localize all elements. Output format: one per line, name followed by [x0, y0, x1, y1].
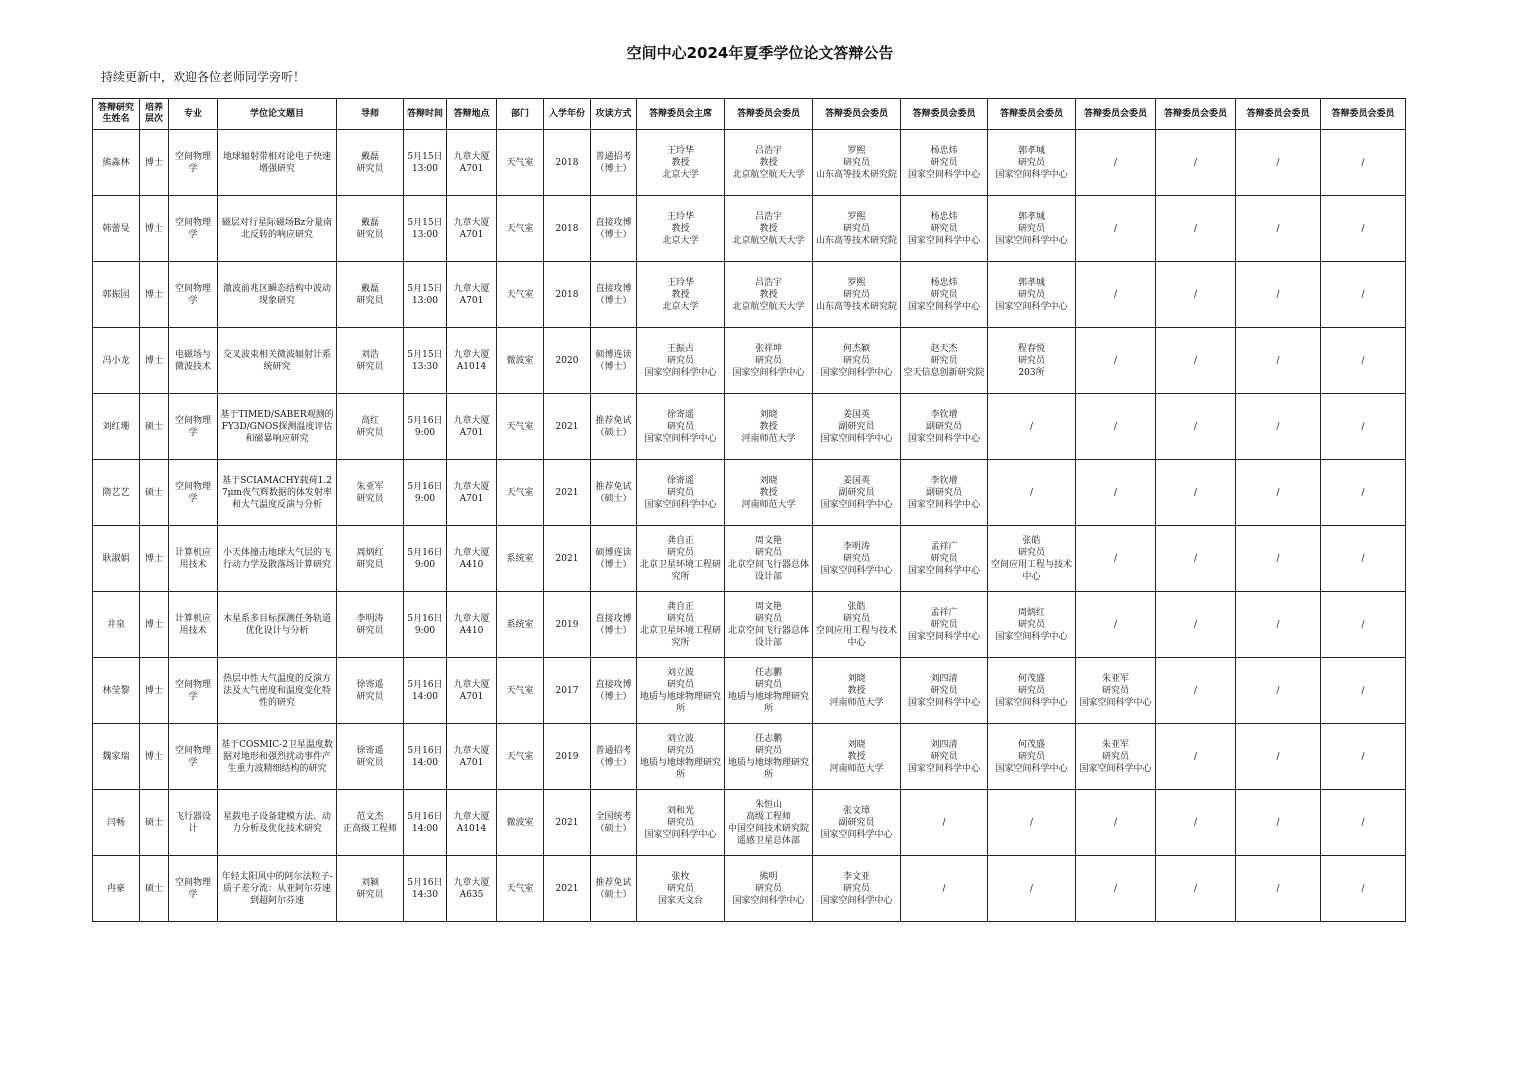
- committee-member-cell: 杨忠炜 研究员 国家空间科学中心: [901, 196, 988, 262]
- department-cell: 天气室: [497, 394, 544, 460]
- level-cell: 博士: [140, 130, 169, 196]
- table-header-row: [93, 99, 1406, 130]
- enrollment-year-cell: 2018: [544, 262, 591, 328]
- department-cell: 系统室: [497, 526, 544, 592]
- committee-member-cell: 郭孝城 研究员 国家空间科学中心: [988, 196, 1076, 262]
- study-mode-cell: 推荐免试 （硕士）: [591, 394, 637, 460]
- committee-chair-cell: 王振占 研究员 国家空间科学中心: [637, 328, 725, 394]
- committee-member-cell: /: [1156, 658, 1236, 724]
- committee-member-cell: 刘晓 教授 河南师范大学: [813, 724, 901, 790]
- committee-chair-cell: 徐寄遥 研究员 国家空间科学中心: [637, 460, 725, 526]
- column-header: 答辩委员会委员: [1236, 99, 1321, 130]
- table-row: [93, 592, 1406, 658]
- defense-location-cell: 九章大厦 A701: [447, 262, 497, 328]
- table-row: [93, 724, 1406, 790]
- committee-member-cell: /: [988, 460, 1076, 526]
- level-cell: 硕士: [140, 460, 169, 526]
- committee-member-cell: 张皓 研究员 空间应用工程与技术中心: [988, 526, 1076, 592]
- committee-member-cell: 孟祥广 研究员 国家空间科学中心: [901, 592, 988, 658]
- committee-member-cell: /: [1156, 262, 1236, 328]
- department-cell: 微波室: [497, 328, 544, 394]
- committee-member-cell: /: [1236, 592, 1321, 658]
- column-header: 答辩委员会委员: [901, 99, 988, 130]
- enrollment-year-cell: 2021: [544, 856, 591, 922]
- committee-member-cell: /: [1236, 328, 1321, 394]
- department-cell: 天气室: [497, 262, 544, 328]
- enrollment-year-cell: 2021: [544, 526, 591, 592]
- committee-member-cell: /: [1076, 790, 1156, 856]
- committee-member-cell: /: [1076, 856, 1156, 922]
- committee-chair-cell: 刘立波 研究员 地质与地球物理研究所: [637, 724, 725, 790]
- column-header: 攻读方式: [591, 99, 637, 130]
- defense-location-cell: 九章大厦 A701: [447, 196, 497, 262]
- column-header: 培养层次: [140, 99, 169, 130]
- study-mode-cell: 直接攻博 （博士）: [591, 592, 637, 658]
- defense-location-cell: 九章大厦 A635: [447, 856, 497, 922]
- committee-member-cell: /: [1236, 262, 1321, 328]
- department-cell: 天气室: [497, 658, 544, 724]
- table-row: [93, 658, 1406, 724]
- level-cell: 博士: [140, 658, 169, 724]
- advisor-cell: 朱亚军 研究员: [337, 460, 404, 526]
- enrollment-year-cell: 2019: [544, 592, 591, 658]
- enrollment-year-cell: 2020: [544, 328, 591, 394]
- student-name-cell: 井泉: [93, 592, 140, 658]
- defense-time-cell: 5月16日 14:00: [404, 658, 447, 724]
- committee-member-cell: /: [1321, 790, 1406, 856]
- committee-member-cell: /: [1076, 526, 1156, 592]
- defense-time-cell: 5月16日 9:00: [404, 592, 447, 658]
- student-name-cell: 韩蕾旻: [93, 196, 140, 262]
- committee-chair-cell: 刘和光 研究员 国家空间科学中心: [637, 790, 725, 856]
- major-cell: 空间物理学: [169, 460, 218, 526]
- committee-member-cell: 何杰颖 研究员 国家空间科学中心: [813, 328, 901, 394]
- column-header: 答辩委员会委员: [1156, 99, 1236, 130]
- major-cell: 空间物理学: [169, 196, 218, 262]
- defense-location-cell: 九章大厦 A1014: [447, 790, 497, 856]
- table-row: [93, 394, 1406, 460]
- committee-member-cell: 张文璋 副研究员 国家空间科学中心: [813, 790, 901, 856]
- level-cell: 硕士: [140, 790, 169, 856]
- committee-member-cell: 刘四清 研究员 国家空间科学中心: [901, 724, 988, 790]
- major-cell: 计算机应用技术: [169, 526, 218, 592]
- advisor-cell: 刘颍 研究员: [337, 856, 404, 922]
- committee-member-cell: 张皓 研究员 空间应用工程与技术中心: [813, 592, 901, 658]
- student-name-cell: 郭振园: [93, 262, 140, 328]
- defense-time-cell: 5月16日 14:30: [404, 856, 447, 922]
- committee-member-cell: /: [1236, 724, 1321, 790]
- committee-member-cell: /: [1321, 196, 1406, 262]
- table-row: [93, 526, 1406, 592]
- committee-chair-cell: 王玲华 教授 北京大学: [637, 196, 725, 262]
- study-mode-cell: 直接攻博 （博士）: [591, 658, 637, 724]
- committee-member-cell: /: [1156, 526, 1236, 592]
- committee-member-cell: /: [1321, 130, 1406, 196]
- defense-time-cell: 5月15日 13:00: [404, 130, 447, 196]
- student-name-cell: 熊淼林: [93, 130, 140, 196]
- student-name-cell: 隋艺艺: [93, 460, 140, 526]
- column-header: 答辩委员会委员: [1321, 99, 1406, 130]
- committee-member-cell: 郭孝城 研究员 国家空间科学中心: [988, 262, 1076, 328]
- committee-member-cell: /: [901, 790, 988, 856]
- enrollment-year-cell: 2017: [544, 658, 591, 724]
- advisor-cell: 戴磊 研究员: [337, 130, 404, 196]
- committee-chair-cell: 王玲华 教授 北京大学: [637, 262, 725, 328]
- level-cell: 博士: [140, 526, 169, 592]
- committee-member-cell: 何茂盛 研究员 国家空间科学中心: [988, 658, 1076, 724]
- committee-member-cell: 程春悦 研究员 203所: [988, 328, 1076, 394]
- committee-member-cell: 罗熙 研究员 山东高等技术研究院: [813, 262, 901, 328]
- advisor-cell: 李明涛 研究员: [337, 592, 404, 658]
- committee-member-cell: /: [1156, 724, 1236, 790]
- committee-member-cell: /: [1156, 394, 1236, 460]
- table-row: [93, 262, 1406, 328]
- defense-time-cell: 5月16日 9:00: [404, 526, 447, 592]
- committee-member-cell: 吕浩宇 教授 北京航空航天大学: [725, 262, 813, 328]
- enrollment-year-cell: 2021: [544, 790, 591, 856]
- column-header: 答辩委员会委员: [988, 99, 1076, 130]
- committee-member-cell: 任志鹏 研究员 地质与地球物理研究所: [725, 658, 813, 724]
- student-name-cell: 魏家瑞: [93, 724, 140, 790]
- defense-location-cell: 九章大厦 A701: [447, 724, 497, 790]
- committee-member-cell: /: [1156, 460, 1236, 526]
- committee-member-cell: 吕浩宇 教授 北京航空航天大学: [725, 130, 813, 196]
- committee-member-cell: 朱亚军 研究员 国家空间科学中心: [1076, 658, 1156, 724]
- level-cell: 博士: [140, 262, 169, 328]
- committee-member-cell: /: [901, 856, 988, 922]
- defense-location-cell: 九章大厦 A1014: [447, 328, 497, 394]
- defense-location-cell: 九章大厦 A701: [447, 460, 497, 526]
- committee-member-cell: 李钦增 副研究员 国家空间科学中心: [901, 394, 988, 460]
- advisor-cell: 戴磊 研究员: [337, 196, 404, 262]
- committee-member-cell: /: [1321, 328, 1406, 394]
- department-cell: 天气室: [497, 130, 544, 196]
- committee-member-cell: /: [1236, 526, 1321, 592]
- committee-member-cell: 周文艳 研究员 北京空间飞行器总体设计部: [725, 592, 813, 658]
- advisor-cell: 徐寄遥 研究员: [337, 724, 404, 790]
- study-mode-cell: 硕博连读 （博士）: [591, 328, 637, 394]
- committee-member-cell: /: [1076, 460, 1156, 526]
- column-header: 部门: [497, 99, 544, 130]
- advisor-cell: 徐寄遥 研究员: [337, 658, 404, 724]
- major-cell: 计算机应用技术: [169, 592, 218, 658]
- committee-member-cell: /: [1076, 328, 1156, 394]
- major-cell: 空间物理学: [169, 658, 218, 724]
- table-row: [93, 460, 1406, 526]
- advisor-cell: 范文杰 正高级工程师: [337, 790, 404, 856]
- committee-member-cell: /: [1321, 658, 1406, 724]
- level-cell: 硕士: [140, 394, 169, 460]
- committee-member-cell: /: [1236, 460, 1321, 526]
- defense-location-cell: 九章大厦 A701: [447, 394, 497, 460]
- column-header: 导师: [337, 99, 404, 130]
- student-name-cell: 刘红珊: [93, 394, 140, 460]
- department-cell: 系统室: [497, 592, 544, 658]
- committee-member-cell: /: [1321, 724, 1406, 790]
- column-header: 答辩委员会委员: [813, 99, 901, 130]
- study-mode-cell: 普通招考 （博士）: [591, 724, 637, 790]
- thesis-title-cell: 小天体撞击地球大气层的飞行动力学及散落场计算研究: [218, 526, 337, 592]
- major-cell: 飞行器设计: [169, 790, 218, 856]
- committee-member-cell: 李钦增 副研究员 国家空间科学中心: [901, 460, 988, 526]
- committee-member-cell: /: [1321, 394, 1406, 460]
- committee-member-cell: /: [1321, 856, 1406, 922]
- committee-member-cell: /: [1321, 262, 1406, 328]
- defense-time-cell: 5月16日 14:00: [404, 724, 447, 790]
- thesis-title-cell: 基于COSMIC-2卫星温度数据对地形和强烈扰动事件产生重力波精细结构的研究: [218, 724, 337, 790]
- committee-member-cell: /: [1076, 196, 1156, 262]
- committee-member-cell: /: [1076, 592, 1156, 658]
- thesis-title-cell: 地球辐射带相对论电子快速增强研究: [218, 130, 337, 196]
- committee-member-cell: /: [1076, 394, 1156, 460]
- committee-member-cell: /: [1156, 592, 1236, 658]
- column-header: 答辩委员会主席: [637, 99, 725, 130]
- thesis-title-cell: 磁层对行星际磁场Bz分量南北反转的响应研究: [218, 196, 337, 262]
- department-cell: 微波室: [497, 790, 544, 856]
- committee-member-cell: 张祥坤 研究员 国家空间科学中心: [725, 328, 813, 394]
- major-cell: 空间物理学: [169, 724, 218, 790]
- committee-member-cell: /: [988, 394, 1076, 460]
- advisor-cell: 高红 研究员: [337, 394, 404, 460]
- page-title: 空间中心2024年夏季学位论文答辩公告: [626, 44, 894, 62]
- defense-time-cell: 5月15日 13:30: [404, 328, 447, 394]
- enrollment-year-cell: 2018: [544, 196, 591, 262]
- defense-location-cell: 九章大厦 A410: [447, 526, 497, 592]
- study-mode-cell: 直接攻博 （博士）: [591, 196, 637, 262]
- enrollment-year-cell: 2021: [544, 460, 591, 526]
- committee-member-cell: 罗熙 研究员 山东高等技术研究院: [813, 196, 901, 262]
- committee-member-cell: /: [1236, 394, 1321, 460]
- thesis-title-cell: 基于TIMED/SABER观测的FY3D/GNOS探测温度评估和磁暴响应研究: [218, 394, 337, 460]
- committee-member-cell: 何茂盛 研究员 国家空间科学中心: [988, 724, 1076, 790]
- defense-location-cell: 九章大厦 A701: [447, 130, 497, 196]
- study-mode-cell: 推荐免试 （硕士）: [591, 856, 637, 922]
- defense-time-cell: 5月15日 13:00: [404, 262, 447, 328]
- thesis-title-cell: 热层中性大气温度的反演方法及大气密度和温度变化特性的研究: [218, 658, 337, 724]
- study-mode-cell: 直接攻博 （博士）: [591, 262, 637, 328]
- committee-member-cell: 周炳红 研究员 国家空间科学中心: [988, 592, 1076, 658]
- committee-member-cell: /: [1156, 328, 1236, 394]
- student-name-cell: 冯小龙: [93, 328, 140, 394]
- committee-member-cell: /: [1236, 790, 1321, 856]
- level-cell: 硕士: [140, 856, 169, 922]
- column-header: 答辩地点: [447, 99, 497, 130]
- defense-time-cell: 5月16日 14:00: [404, 790, 447, 856]
- committee-member-cell: 杨忠炜 研究员 国家空间科学中心: [901, 130, 988, 196]
- major-cell: 空间物理学: [169, 394, 218, 460]
- student-name-cell: 闫畅: [93, 790, 140, 856]
- committee-member-cell: 吕浩宇 教授 北京航空航天大学: [725, 196, 813, 262]
- committee-member-cell: /: [1321, 526, 1406, 592]
- column-header: 入学年份: [544, 99, 591, 130]
- committee-member-cell: 姜国英 副研究员 国家空间科学中心: [813, 394, 901, 460]
- committee-member-cell: /: [1156, 130, 1236, 196]
- study-mode-cell: 硕博连读 （博士）: [591, 526, 637, 592]
- major-cell: 空间物理学: [169, 130, 218, 196]
- level-cell: 博士: [140, 328, 169, 394]
- committee-member-cell: /: [1236, 856, 1321, 922]
- student-name-cell: 耿淑娟: [93, 526, 140, 592]
- level-cell: 博士: [140, 724, 169, 790]
- committee-chair-cell: 徐寄遥 研究员 国家空间科学中心: [637, 394, 725, 460]
- committee-member-cell: /: [1076, 262, 1156, 328]
- column-header: 答辩时间: [404, 99, 447, 130]
- committee-chair-cell: 龚自正 研究员 北京卫星环境工程研究所: [637, 526, 725, 592]
- major-cell: 电磁场与微波技术: [169, 328, 218, 394]
- thesis-title-cell: 基于SCIAMACHY载荷1.27μm夜气辉数据的体发射率和大气温度反演与分析: [218, 460, 337, 526]
- defense-location-cell: 九章大厦 A701: [447, 658, 497, 724]
- department-cell: 天气室: [497, 724, 544, 790]
- enrollment-year-cell: 2018: [544, 130, 591, 196]
- column-header: 答辩委员会委员: [725, 99, 813, 130]
- committee-member-cell: /: [1076, 130, 1156, 196]
- study-mode-cell: 全国统考 （硕士）: [591, 790, 637, 856]
- department-cell: 天气室: [497, 196, 544, 262]
- committee-member-cell: /: [1236, 196, 1321, 262]
- student-name-cell: 林莹黎: [93, 658, 140, 724]
- defense-location-cell: 九章大厦 A410: [447, 592, 497, 658]
- committee-member-cell: 郭孝城 研究员 国家空间科学中心: [988, 130, 1076, 196]
- committee-member-cell: 孟祥广 研究员 国家空间科学中心: [901, 526, 988, 592]
- committee-member-cell: 杨忠炜 研究员 国家空间科学中心: [901, 262, 988, 328]
- committee-chair-cell: 刘立波 研究员 地质与地球物理研究所: [637, 658, 725, 724]
- column-header: 答辩研究生姓名: [93, 99, 140, 130]
- committee-chair-cell: 龚自正 研究员 北京卫星环境工程研究所: [637, 592, 725, 658]
- level-cell: 博士: [140, 592, 169, 658]
- enrollment-year-cell: 2021: [544, 394, 591, 460]
- defense-time-cell: 5月16日 9:00: [404, 460, 447, 526]
- committee-member-cell: 姜国英 副研究员 国家空间科学中心: [813, 460, 901, 526]
- level-cell: 博士: [140, 196, 169, 262]
- defense-time-cell: 5月15日 13:00: [404, 196, 447, 262]
- column-header: 专业: [169, 99, 218, 130]
- table-row: [93, 856, 1406, 922]
- page-subtitle: 持续更新中，欢迎各位老师同学旁听！: [101, 70, 306, 84]
- committee-member-cell: 赵天杰 研究员 空天信息创新研究院: [901, 328, 988, 394]
- department-cell: 天气室: [497, 460, 544, 526]
- committee-member-cell: 朱恒山 高级工程师 中国空间技术研究院遥感卫星总体部: [725, 790, 813, 856]
- committee-member-cell: 刘晓 教授 河南师范大学: [813, 658, 901, 724]
- study-mode-cell: 推荐免试 （硕士）: [591, 460, 637, 526]
- committee-member-cell: 罗熙 研究员 山东高等技术研究院: [813, 130, 901, 196]
- committee-member-cell: 朱亚军 研究员 国家空间科学中心: [1076, 724, 1156, 790]
- enrollment-year-cell: 2019: [544, 724, 591, 790]
- committee-member-cell: /: [988, 790, 1076, 856]
- committee-member-cell: /: [1236, 658, 1321, 724]
- table-body: [93, 130, 1406, 922]
- thesis-title-cell: 交叉波束相关微波辐射计系统研究: [218, 328, 337, 394]
- committee-member-cell: 任志鹏 研究员 地质与地球物理研究所: [725, 724, 813, 790]
- committee-member-cell: 刘四清 研究员 国家空间科学中心: [901, 658, 988, 724]
- committee-member-cell: 李文亚 研究员 国家空间科学中心: [813, 856, 901, 922]
- defense-time-cell: 5月16日 9:00: [404, 394, 447, 460]
- committee-member-cell: 熊明 研究员 国家空间科学中心: [725, 856, 813, 922]
- committee-chair-cell: 王玲华 教授 北京大学: [637, 130, 725, 196]
- committee-member-cell: /: [1236, 130, 1321, 196]
- thesis-title-cell: 木星系多目标探测任务轨道优化设计与分析: [218, 592, 337, 658]
- thesis-title-cell: 年轻太阳风中的阿尔法粒子-质子差分流：从亚阿尔芬速到超阿尔芬速: [218, 856, 337, 922]
- column-header: 答辩委员会委员: [1076, 99, 1156, 130]
- committee-member-cell: 刘晓 教授 河南师范大学: [725, 394, 813, 460]
- committee-member-cell: /: [1321, 460, 1406, 526]
- table-row: [93, 790, 1406, 856]
- committee-member-cell: /: [988, 856, 1076, 922]
- department-cell: 天气室: [497, 856, 544, 922]
- defense-schedule-table: [92, 98, 1406, 922]
- committee-chair-cell: 张枚 研究员 国家天文台: [637, 856, 725, 922]
- committee-member-cell: 李明涛 研究员 国家空间科学中心: [813, 526, 901, 592]
- major-cell: 空间物理学: [169, 262, 218, 328]
- table-row: [93, 130, 1406, 196]
- table-row: [93, 196, 1406, 262]
- thesis-title-cell: 激波前兆区瞬态结构中波动现象研究: [218, 262, 337, 328]
- table-row: [93, 328, 1406, 394]
- thesis-title-cell: 星载电子设备建模方法、动力分析及优化技术研究: [218, 790, 337, 856]
- committee-member-cell: /: [1156, 790, 1236, 856]
- committee-member-cell: /: [1156, 856, 1236, 922]
- committee-member-cell: 周文艳 研究员 北京空间飞行器总体设计部: [725, 526, 813, 592]
- student-name-cell: 冉豪: [93, 856, 140, 922]
- committee-member-cell: /: [1321, 592, 1406, 658]
- committee-member-cell: /: [1156, 196, 1236, 262]
- advisor-cell: 刘浩 研究员: [337, 328, 404, 394]
- committee-member-cell: 刘晓 教授 河南师范大学: [725, 460, 813, 526]
- advisor-cell: 周炳红 研究员: [337, 526, 404, 592]
- study-mode-cell: 普通招考 （博士）: [591, 130, 637, 196]
- column-header: 学位论文题目: [218, 99, 337, 130]
- advisor-cell: 戴磊 研究员: [337, 262, 404, 328]
- major-cell: 空间物理学: [169, 856, 218, 922]
